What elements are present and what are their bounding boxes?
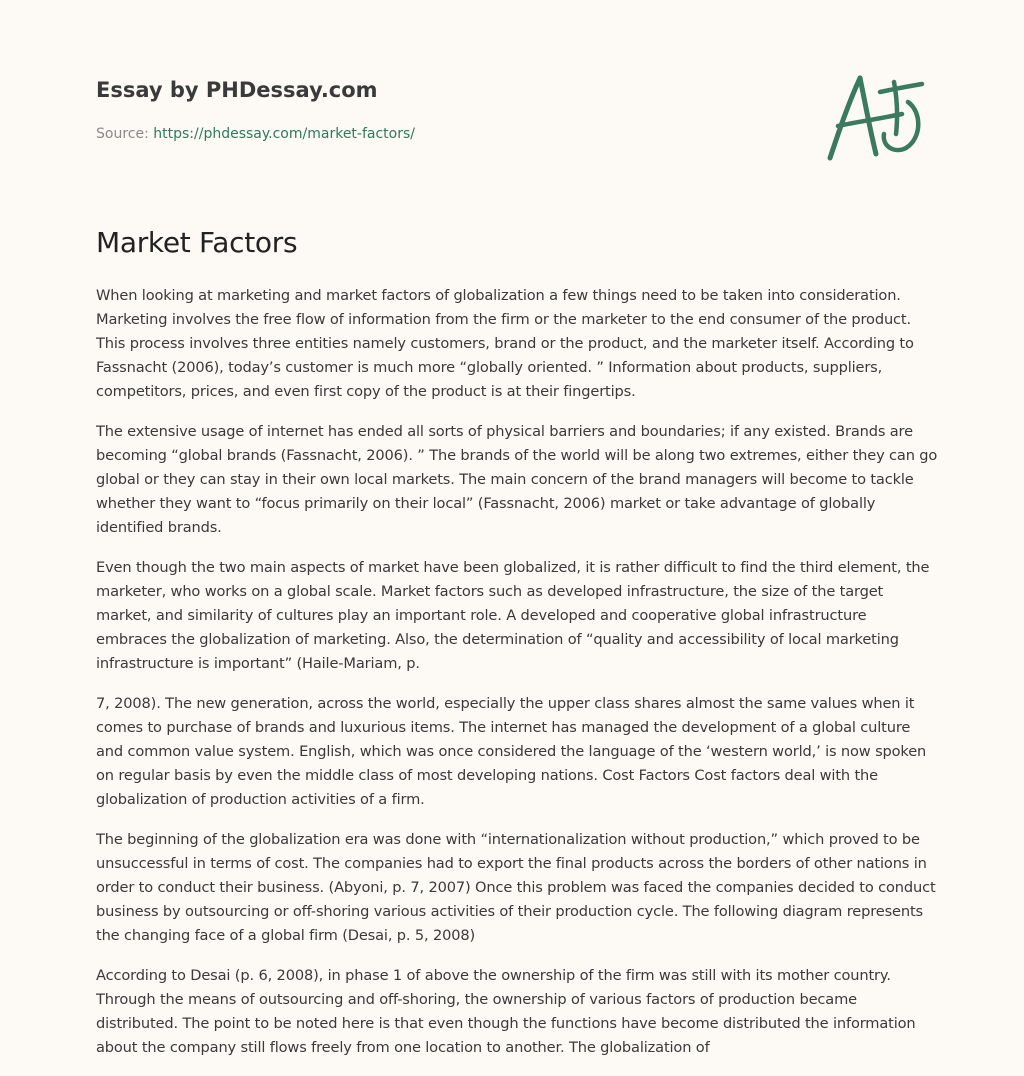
a-plus-logo-icon xyxy=(818,64,930,170)
essay-header xyxy=(96,76,816,144)
paragraph: The beginning of the globalization era was done with “internationalization without production,” which proved to be unsuccessful in terms of cost. The companies had to export the final products across the borders of other nations in order to conduct their business. (Abyoni, p. 7, 2007) Once this problem was faced the companies decided to conduct business by outsourcing or off-shoring various activities of their production cycle. The following diagram represents the changing face of a global firm (Desai, p. 5, 2008) xyxy=(96,831,936,944)
source-line xyxy=(96,124,816,144)
source-label: Source: xyxy=(96,126,154,142)
site-brand: Essay by PHDessay.com xyxy=(96,78,378,102)
paragraph: Even though the two main aspects of market have been globalized, it is rather difficult to find the third element, the marketer, who works on a global scale. Market factors such as developed infrastructure, the size of the target market, and similarity of cultures play an important role. A developed and cooperative global infrastructure embraces the globalization of marketing. Also, the determination of “quality and accessibility of local marketing infrastructure is important” (Haile-Mariam, p. xyxy=(96,559,930,672)
source-link[interactable]: https://phdessay.com/market-factors/ xyxy=(153,126,415,142)
essay-title: Market Factors xyxy=(96,226,298,259)
paragraph: 7, 2008). The new generation, across the world, especially the upper class shares almost the same values when it comes to purchase of brands and luxurious items. The internet has managed the development of a global culture and common value system. English, which was once considered the language of the ‘western world,’ is now spoken on regular basis by even the middle class of most developing nations. Cost Factors Cost factors deal with the globalization of production activities of a firm. xyxy=(96,695,927,808)
paragraph: The extensive usage of internet has ended all sorts of physical barriers and boundaries; if any existed. Brands are becoming “global brands (Fassnacht, 2006). ” The brands of the world will be along two extremes, either they can go global or they can stay in their own local markets. The main concern of the brand managers will become to tackle whether they want to “focus primarily on their local” (Fassnacht, 2006) market or take advantage of globally identified brands. xyxy=(96,423,938,536)
paragraph: When looking at marketing and market factors of globalization a few things need to be taken into consideration. Marketing involves the free flow of information from the firm or the marketer to the end consumer of the product. This process involves three entities namely customers, brand or the product, and the marketer itself. According to Fassnacht (2006), today’s customer is much more “globally oriented. ” Information about products, suppliers, competitors, prices, and even first copy of the product is at their fingertips. xyxy=(96,287,914,400)
paragraph: According to Desai (p. 6, 2008), in phase 1 of above the ownership of the firm was still with its mother country. Through the means of outsourcing and off-shoring, the ownership of various factors of production became distributed. The point to be noted here is that even though the functions have become distributed the information about the company still flows freely from one location to another. The globalization of xyxy=(96,967,916,1056)
essay-body xyxy=(96,284,938,1076)
